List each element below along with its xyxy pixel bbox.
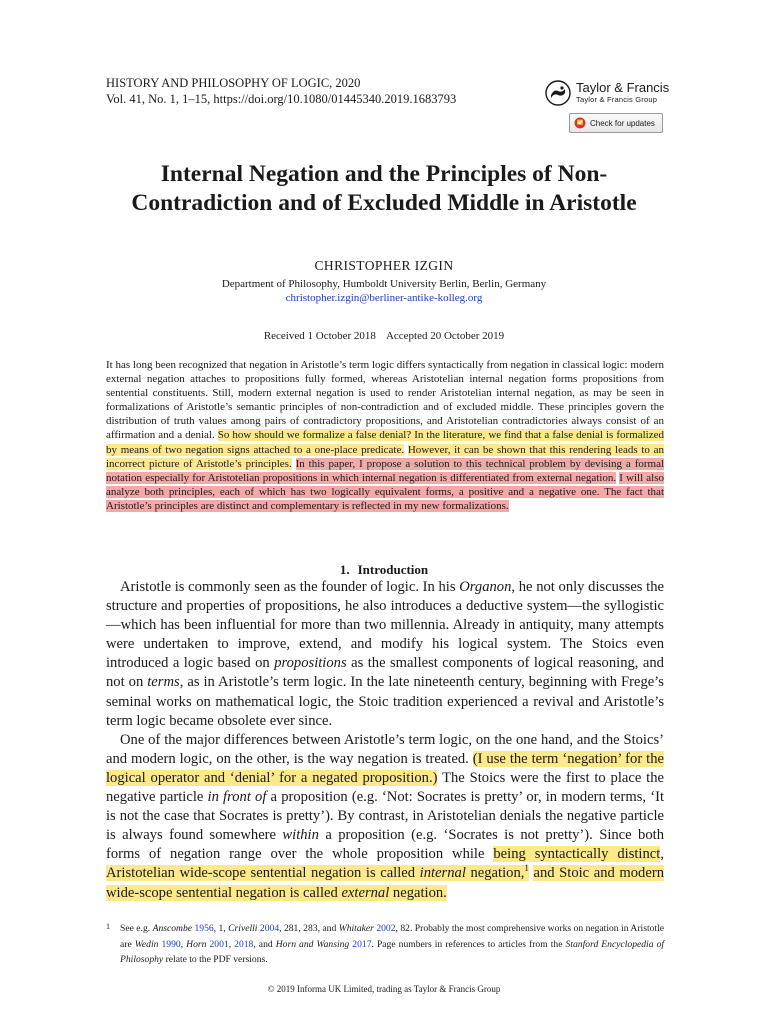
accepted-date: Accepted 20 October 2019 xyxy=(385,330,505,342)
footnote-mark: 1 xyxy=(106,922,110,931)
abstract-highlight-red-2: I will also analyze both principles, each of which has two logically equivalent forms, a positive and a negative one. The fact that Aristotle’s principles are distinct and complementary is reflected in my new formalizations. xyxy=(106,471,664,512)
paper-title: Internal Negation and the Principles of Non-Contradiction and of Excluded Middle in Aristotle xyxy=(131,161,637,216)
abstract-highlight-yellow-2: However, it can be shown that this rendering leads to an incorrect picture of Aristotle’s principles. xyxy=(106,443,664,470)
body-highlight-yellow-4: and Stoic and modern wide-scope sentential negation is called external negation. xyxy=(106,865,664,901)
body-highlight-yellow-2: being syntactically distinct xyxy=(493,846,661,863)
body-highlight-yellow-3: Aristotelian wide-scope sentential negation is called internal negation,$^1$ xyxy=(106,863,529,882)
section-number: 1. xyxy=(339,562,350,577)
check-for-updates-button[interactable] xyxy=(569,113,663,133)
journal-volume-doi[interactable]: Vol. 41, No. 1, 1–15, https://doi.org/10.1080/01445340.2019.1683793 xyxy=(106,92,457,106)
paragraph: One of the major differences between Aristotle’s term logic, on the one hand, and the Stoics’ and modern logic, on the other, is the way negation is treated. (I use the term ‘negation’ for the logical operator and ‘denial’ for a negated proposition.) The Stoics were the first to place the negative particle in front of a proposition (e.g. ‘Not: Socrates is pretty’ or, in modern terms, ‘It is not the case that Socrates is pretty’). By contrast, in Aristotelian denials the negative particle is always found somewhere within a proposition (e.g. ‘Socrates is not pretty’). Since both forms of negation range over the whole proposition while being syntactically distinct, Aristotelian wide-scope sentential negation is called internal negation,$^1$ and Stoic and modern wide-scope sentential negation is called external negation. xyxy=(106,731,665,901)
citation-link[interactable]: 1956 xyxy=(194,923,214,934)
journal-name: HISTORY AND PHILOSOPHY OF LOGIC, 2020 xyxy=(106,76,361,90)
received-date: Received 1 October 2018 xyxy=(263,330,376,342)
footnote: 1 See e.g. Anscombe 1956, 1, Crivelli 2004, 281, 283, and Whitaker 2002, 82. Probably the most comprehensive works on negation in Aristotle are Wedin 1990, Horn 2001, 2018, and Horn and Wansing 2017. Page numbers in references to articles from the Stanford Encyclopedia of Philosophy relate to the PDF versions. xyxy=(106,921,664,968)
introduction-body xyxy=(106,578,664,903)
section-heading xyxy=(0,562,768,578)
body-highlight-yellow-1: (I use the term ‘negation’ for the logical operator and ‘denial’ for a negated proposition.) xyxy=(106,750,664,786)
abstract xyxy=(106,358,664,513)
citation-link[interactable]: 2001 xyxy=(209,938,229,950)
citation-link[interactable]: 2002 xyxy=(376,923,396,934)
submission-dates xyxy=(0,330,768,342)
citation-link[interactable]: 1990 xyxy=(161,938,181,950)
citation-link[interactable]: 2018 xyxy=(234,938,254,950)
citation-link[interactable]: 2017 xyxy=(352,938,372,950)
author-email-link[interactable]: christopher.izgin@berliner-antike-kolleg.org xyxy=(285,292,483,304)
abstract-text: It has long been recognized that negation in Aristotle’s term logic differs syntactically from negation in classical logic: modern external negation attaches to propositions fully formed, whereas Aristotelian internal negation forms propositions from sentential constituents. Still, modern external negation is used to render Aristotelian internal negation, as may be seen in formalizations of Aristotle’s semantic principles of non-contradiction and of excluded middle. These principles govern the distribution of truth values among pairs of contradictory propositions, and Aristotelian contradictories always consist of an affirmation and a denial. xyxy=(106,359,664,442)
paragraph: Aristotle is commonly seen as the founder of logic. In his Organon, he not only discusses the structure and properties of propositions, he also introduces a deductive system—the syllogistic—which has been influential for more than two millennia. Already in antiquity, many attempts were undertaken to improve, extend, and modify his logical system. The Stoics even introduced a logic based on propositions as the smallest components of logical reasoning, and not on terms, as in Aristotle’s term logic. In the late nineteenth century, beginning with Frege’s seminal works on mathematical logic, the Stoic tradition experienced a revival and Aristotle’s term logic became obsolete ever since. xyxy=(106,579,664,729)
journal-header xyxy=(106,75,456,107)
abstract-highlight-red-1: In this paper, I propose a solution to this technical problem by devising a formal notation especially for Aristotelian propositions in which internal negation is differentiated from external negation. xyxy=(106,457,665,484)
check-updates-label: Check for updates xyxy=(590,118,655,128)
citation-link[interactable]: 2004 xyxy=(259,923,280,934)
abstract-highlight-yellow-1: So how should we formalize a false denial? In the literature, we find that a false denial is formalized by means of two negation signs attached to a one-place predicate. xyxy=(106,429,665,456)
check-updates-icon xyxy=(574,117,586,129)
taylor-francis-logo-icon xyxy=(545,80,571,106)
section-title: Introduction xyxy=(357,562,429,577)
publisher-name: Taylor & Francis xyxy=(576,80,670,95)
publisher-logo[interactable] xyxy=(545,80,669,106)
copyright-notice: © 2019 Informa UK Limited, trading as Taylor & Francis Group xyxy=(267,984,501,994)
author-affiliation: Department of Philosophy, Humboldt University Berlin, Berlin, Germany xyxy=(221,278,547,290)
footnote-reference-link[interactable]: 1 xyxy=(524,863,529,874)
author-name: CHRISTOPHER IZGIN xyxy=(314,258,454,273)
publisher-group: Taylor & Francis Group xyxy=(576,95,658,104)
